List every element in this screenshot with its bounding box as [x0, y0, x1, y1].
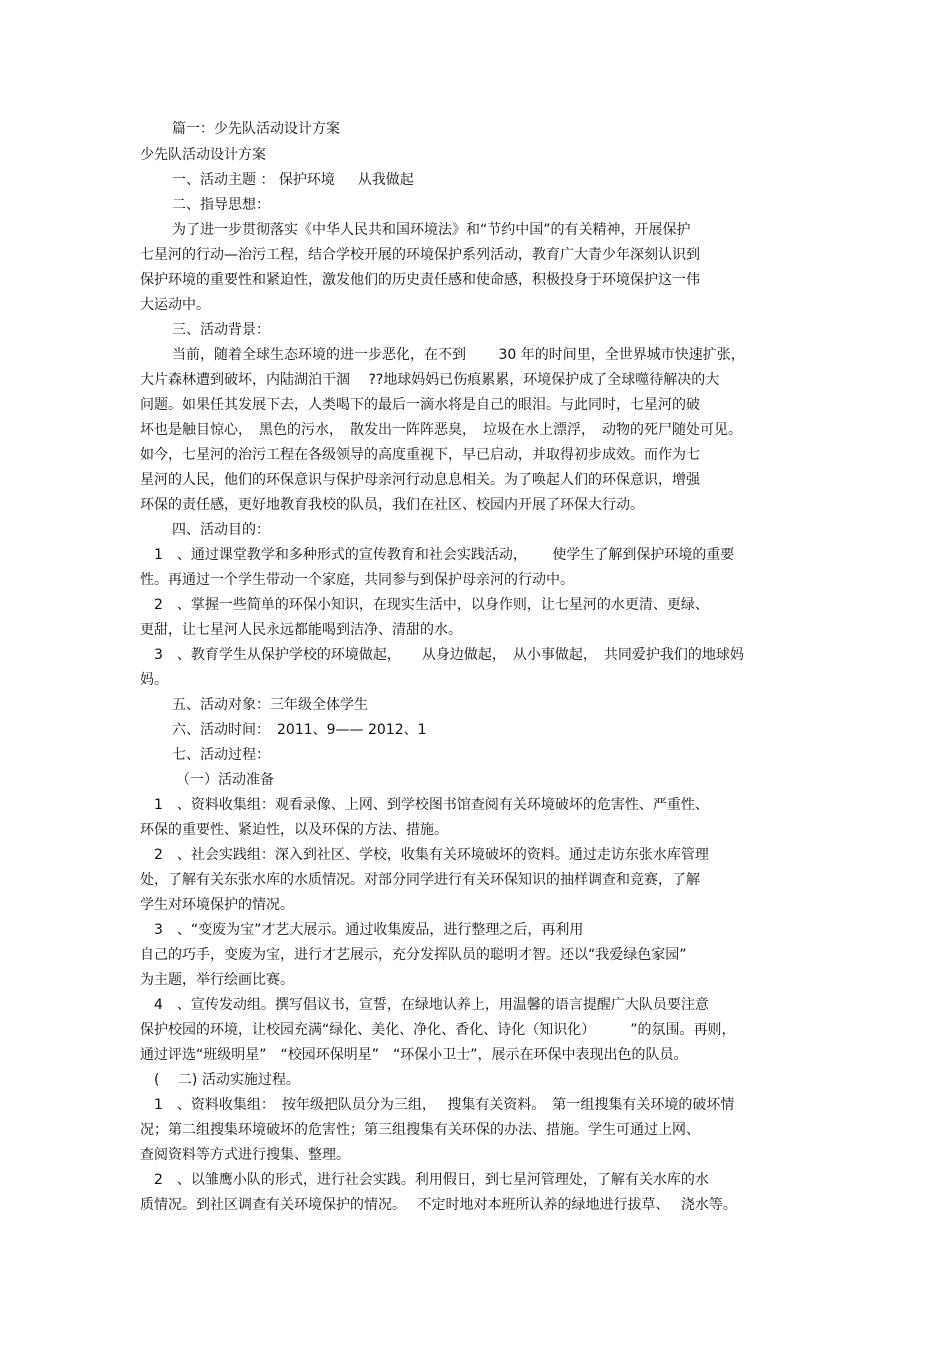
paragraph-line: 为了进一步贯彻落实《中华人民共和国环境法》和“节约中国”的有关精神，开展保护 [172, 222, 691, 238]
subsection-heading: ( 二) 活动实施过程。 [154, 1072, 300, 1088]
paragraph-line: 查阅资料等方式进行搜集、整理。 [140, 1147, 350, 1163]
paragraph-line: 保护环境的重要性和紧迫性，激发他们的历史责任感和使命感，积极投身于环境保护这一伟 [140, 272, 700, 288]
list-item: 1 、资料收集组： 按年级把队员分为三组， 搜集有关资料。 第一组搜集有关环境的破坏情 [154, 1097, 735, 1113]
paragraph-line: 大片森林遭到破坏，内陆湖泊干涸 ??地球妈妈已伤痕累累，环境保护成了全球噬待解决的大 [140, 372, 720, 388]
paragraph-line: 性。再通过一个学生带动一个家庭，共同参与到保护母亲河的行动中。 [140, 572, 574, 588]
paragraph-line: 星河的人民，他们的环保意识与保护母亲河行动息息相关。为了唤起人们的环保意识，增强 [140, 472, 700, 488]
paragraph-line: 坏也是触目惊心， 黑色的污水， 散发出一阵阵恶臭， 垃圾在水上漂浮， 动物的死尸随处可见。 [140, 422, 742, 438]
paragraph-line: 为主题，举行绘画比赛。 [140, 972, 294, 988]
paragraph-line: 妈。 [140, 672, 168, 688]
paragraph-line: 保护校园的环境，让校园充满“绿化、美化、净化、香化、诗化（知识化） ”的氛围。再则， [140, 1022, 736, 1038]
paragraph-line: 问题。如果任其发展下去，人类喝下的最后一滴水将是自己的眼泪。与此同时，七星河的破 [140, 397, 700, 413]
section-heading: 一、活动主题 ： 保护环境 从我做起 [172, 172, 414, 188]
list-item: 4 、宣传发动组。撰写倡议书，宣誓，在绿地认养上，用温馨的语言提醒广大队员要注意 [154, 997, 709, 1013]
paragraph-line: 大运动中。 [140, 297, 210, 313]
section-heading: 七、活动过程： [172, 747, 270, 763]
list-item: 2 、社会实践组：深入到社区、学校，收集有关环境破坏的资料。通过走访东张水库管理 [154, 847, 709, 863]
paragraph-line: 更甜，让七星河人民永远都能喝到洁净、清甜的水。 [140, 622, 462, 638]
paragraph-line: 环保的责任感，更好地教育我校的队员，我们在社区、校园内开展了环保大行动。 [140, 497, 644, 513]
list-item: 1 、通过课堂教学和多种形式的宣传教育和社会实践活动， 使学生了解到保护环境的重要 [154, 547, 735, 563]
paragraph-line: 况；第二组搜集环境破坏的危害性；第三组搜集有关环保的办法、措施。学生可通过上网、 [140, 1122, 700, 1138]
paragraph-line: 自己的巧手，变废为宝，进行才艺展示，充分发挥队员的聪明才智。还以“我爱绿色家园” [140, 947, 687, 963]
document-title: 少先队活动设计方案 [140, 147, 266, 163]
subsection-heading: （一）活动准备 [176, 772, 274, 788]
paragraph-line: 质情况。到社区调查有关环境保护的情况。 不定时地对本班所认养的绿地进行拔草、 浇水等。 [140, 1197, 737, 1213]
paragraph-line: 当前，随着全球生态环境的进一步恶化，在不到 30 年的时间里，全世界城市快速扩张， [172, 347, 745, 363]
paragraph-line: 学生对环境保护的情况。 [140, 897, 294, 913]
section-heading: 篇一：少先队活动设计方案 [172, 121, 340, 137]
section-heading: 六、活动时间： 2011、9—— 2012、1 [172, 722, 427, 738]
list-item: 2 、以雏鹰小队的形式，进行社会实践。利用假日，到七星河管理处，了解有关水库的水 [154, 1172, 709, 1188]
paragraph-line: 如今，七星河的治污工程在各级领导的高度重视下，早已启动，并取得初步成效。而作为七 [140, 447, 700, 463]
section-heading: 三、活动背景： [172, 322, 270, 338]
section-heading: 四、活动目的： [172, 522, 270, 538]
section-heading: 二、指导思想： [172, 197, 270, 213]
list-item: 1 、资料收集组：观看录像、上网、到学校图书馆查阅有关环境破坏的危害性、严重性、 [154, 797, 709, 813]
paragraph-line: 七星河的行动—治污工程，结合学校开展的环境保护系列活动，教育广大青少年深刻认识到 [140, 247, 700, 263]
list-item: 2 、掌握一些简单的环保小知识，在现实生活中，以身作则，让七星河的水更清、更绿、 [154, 597, 709, 613]
paragraph-line: 环保的重要性、紧迫性，以及环保的方法、措施。 [140, 822, 448, 838]
list-item: 3 、“变废为宝”才艺大展示。通过收集废品，进行整理之后，再利用 [154, 922, 584, 938]
paragraph-line: 处，了解有关东张水库的水质情况。对部分同学进行有关环保知识的抽样调查和竞赛，了解 [140, 872, 700, 888]
section-heading: 五、活动对象：三年级全体学生 [172, 697, 368, 713]
paragraph-line: 通过评选“班级明星” “校园环保明星” “环保小卫士”，展示在环保中表现出色的队员。 [140, 1047, 688, 1063]
list-item: 3 、教育学生从保护学校的环境做起， 从身边做起， 从小事做起， 共同爱护我们的地球妈 [154, 647, 744, 663]
